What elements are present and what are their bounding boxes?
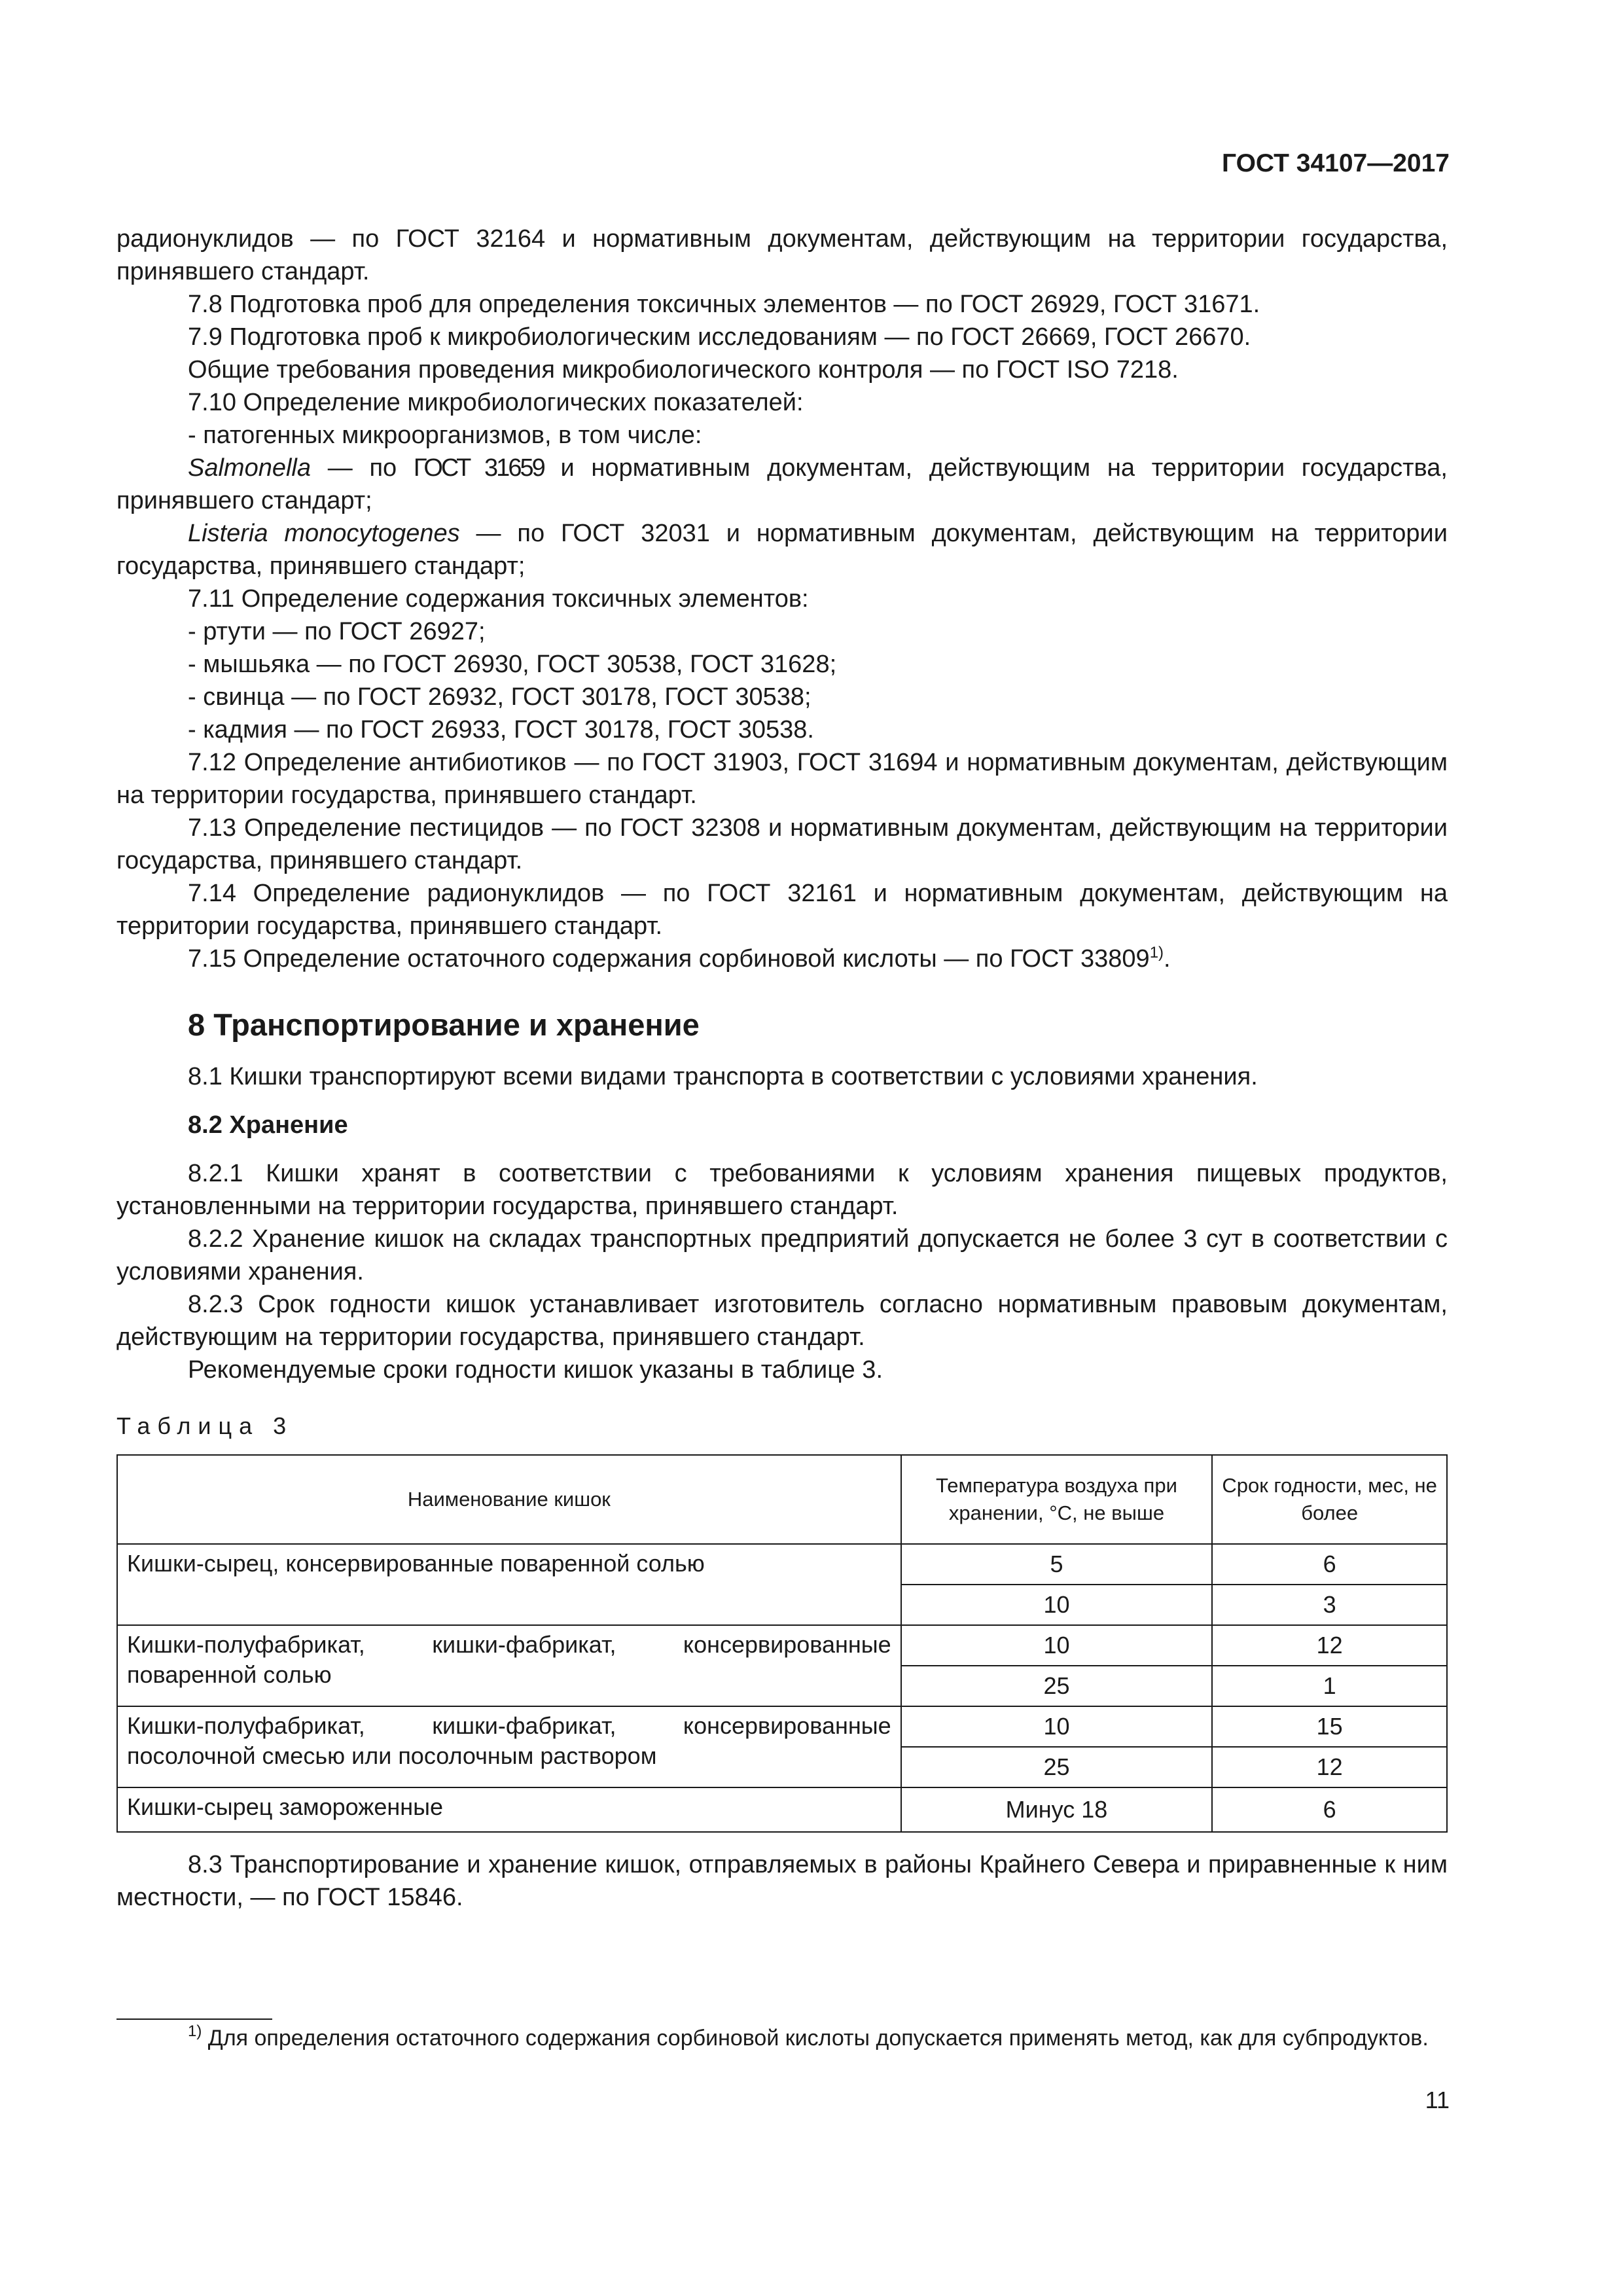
salmonella-name: Salmonella (188, 454, 311, 482)
list-item-salmonella (116, 452, 1448, 517)
list-item-lead: - свинца — по ГОСТ 26932, ГОСТ 30178, ГОСТ 30538; (188, 683, 812, 711)
shelf-life-cell: 3 (1212, 1585, 1447, 1625)
standard-designation: ГОСТ 34107—2017 (1222, 149, 1450, 177)
salmonella-standard-ref: ГОСТ 31659 (413, 454, 544, 482)
header-shelf-life: Срок годности, мес, не более (1212, 1455, 1447, 1544)
paragraph-8-2-2: 8.2.2 Хранение кишок на складах транспортных предприятий допускается не более 3 сут в соответствии с условиями хранения. (116, 1225, 1448, 1285)
table-row (117, 1544, 1447, 1585)
footnote-text: Для определения остаточного содержания сорбиновой кислоты допускается применять метод, как для субпродуктов. (202, 2026, 1429, 2051)
shelf-life-cell: 1 (1212, 1666, 1447, 1706)
paragraph-continuation: радионуклидов — по ГОСТ 32164 и нормативным документам, действующим на территории государства, принявшего стандарт. (116, 225, 1448, 285)
casing-name-cell: Кишки-полуфабрикат, кишки-фабрикат, консервированные поваренной солью (117, 1625, 901, 1706)
table-caption: Таблица 3 (116, 1412, 294, 1439)
document-body (116, 223, 1448, 1914)
casing-name-cell: Кишки-сырец, консервированные поваренной солью (117, 1544, 901, 1625)
paragraph-7-15 (116, 942, 1448, 975)
paragraph-general-requirements: Общие требования проведения микробиологического контроля — по ГОСТ ISO 7218. (188, 356, 1179, 384)
section-8-heading: 8 Транспортирование и хранение (188, 1007, 700, 1042)
listeria-rest: — по ГОСТ 32031 и нормативным документам, действующим на территории государства, принявшего стандарт; (116, 520, 1448, 580)
shelf-life-cell: 6 (1212, 1787, 1447, 1832)
paragraph-7-8: 7.8 Подготовка проб для определения токсичных элементов — по ГОСТ 26929, ГОСТ 31671. (188, 291, 1260, 318)
paragraph-8-3: 8.3 Транспортирование и хранение кишок, отправляемых в районы Крайнего Севера и приравненные к ним местности, — по ГОСТ 15846. (116, 1851, 1448, 1911)
shelf-life-cell: 6 (1212, 1544, 1447, 1585)
paragraph-7-14: 7.14 Определение радионуклидов — по ГОСТ 32161 и нормативным документам, действующим на территории государства, принявшего стандарт. (116, 880, 1448, 940)
footnote-reference: 1) (1149, 944, 1164, 961)
casing-name-cell: Кишки-сырец замороженные (117, 1787, 901, 1832)
paragraph-8-2-1: 8.2.1 Кишки хранят в соответствии с требованиями к условиям хранения пищевых продуктов, установленными на территории государства, принявшего стандарт. (116, 1160, 1448, 1220)
list-item-arsenic: - мышьяка — по ГОСТ 26930, ГОСТ 30538, ГОСТ 31628; (188, 651, 837, 678)
paragraph-7-15-text: 7.15 Определение остаточного содержания сорбиновой кислоты — по ГОСТ 33809 (188, 945, 1150, 973)
paragraph-7-15-end: . (1164, 945, 1171, 973)
list-item-mercury: - ртути — по ГОСТ 26927; (188, 618, 486, 645)
footnote (116, 2024, 1448, 2053)
shelf-life-cell: 12 (1212, 1747, 1447, 1787)
paragraph-7-9: 7.9 Подготовка проб к микробиологическим исследованиям — по ГОСТ 26669, ГОСТ 26670. (188, 323, 1251, 351)
temperature-cell: 25 (901, 1666, 1213, 1706)
paragraph-7-11: 7.11 Определение содержания токсичных элементов: (188, 585, 809, 613)
shelf-life-cell: 15 (1212, 1706, 1447, 1747)
table-row (117, 1787, 1447, 1832)
paragraph-8-1: 8.1 Кишки транспортируют всеми видами транспорта в соответствии с условиями хранения. (188, 1063, 1258, 1090)
salmonella-dash: — по (311, 454, 414, 482)
paragraph-8-2-3: 8.2.3 Срок годности кишок устанавливает изготовитель согласно нормативным правовым документам, действующим на территории государства, принявшего стандарт. (116, 1291, 1448, 1351)
footnote-marker: 1) (188, 2022, 202, 2040)
list-item-listeria (116, 517, 1448, 583)
temperature-cell: 5 (901, 1544, 1213, 1585)
paragraph-7-12: 7.12 Определение антибиотиков — по ГОСТ 31903, ГОСТ 31694 и нормативным документам, действующим на территории государства, принявшего стандарт. (116, 749, 1448, 809)
casing-name-cell: Кишки-полуфабрикат, кишки-фабрикат, консервированные посолочной смесью или посолочным раствором (117, 1706, 901, 1787)
paragraph-7-13: 7.13 Определение пестицидов — по ГОСТ 32308 и нормативным документам, действующим на территории государства, принявшего стандарт. (116, 814, 1448, 874)
section-8-2-heading: 8.2 Хранение (188, 1111, 348, 1139)
temperature-cell: 10 (901, 1706, 1213, 1747)
table-header-row (117, 1455, 1447, 1544)
footnote-separator (116, 2018, 272, 2020)
temperature-cell: 10 (901, 1585, 1213, 1625)
table-row (117, 1706, 1447, 1747)
temperature-cell: Минус 18 (901, 1787, 1213, 1832)
page-number: 11 (1425, 2087, 1450, 2113)
storage-terms-table (116, 1454, 1448, 1833)
salmonella-rest: и нормативным документам, действующим на территории государства, принявшего стандарт; (116, 454, 1448, 514)
shelf-life-cell: 12 (1212, 1625, 1447, 1666)
list-item-cadmium: - кадмия — по ГОСТ 26933, ГОСТ 30178, ГОСТ 30538. (188, 716, 814, 744)
paragraph-7-10: 7.10 Определение микробиологических показателей: (188, 389, 804, 416)
temperature-cell: 10 (901, 1625, 1213, 1666)
paragraph-recommended-terms: Рекомендуемые сроки годности кишок указаны в таблице 3. (188, 1356, 883, 1384)
listeria-name: Listeria monocytogenes (188, 520, 460, 547)
header-temperature: Температура воздуха при хранении, °С, не выше (901, 1455, 1213, 1544)
header-casing-name: Наименование кишок (117, 1455, 901, 1544)
list-item-pathogens: - патогенных микроорганизмов, в том числе: (188, 422, 702, 449)
temperature-cell: 25 (901, 1747, 1213, 1787)
table-row (117, 1625, 1447, 1666)
